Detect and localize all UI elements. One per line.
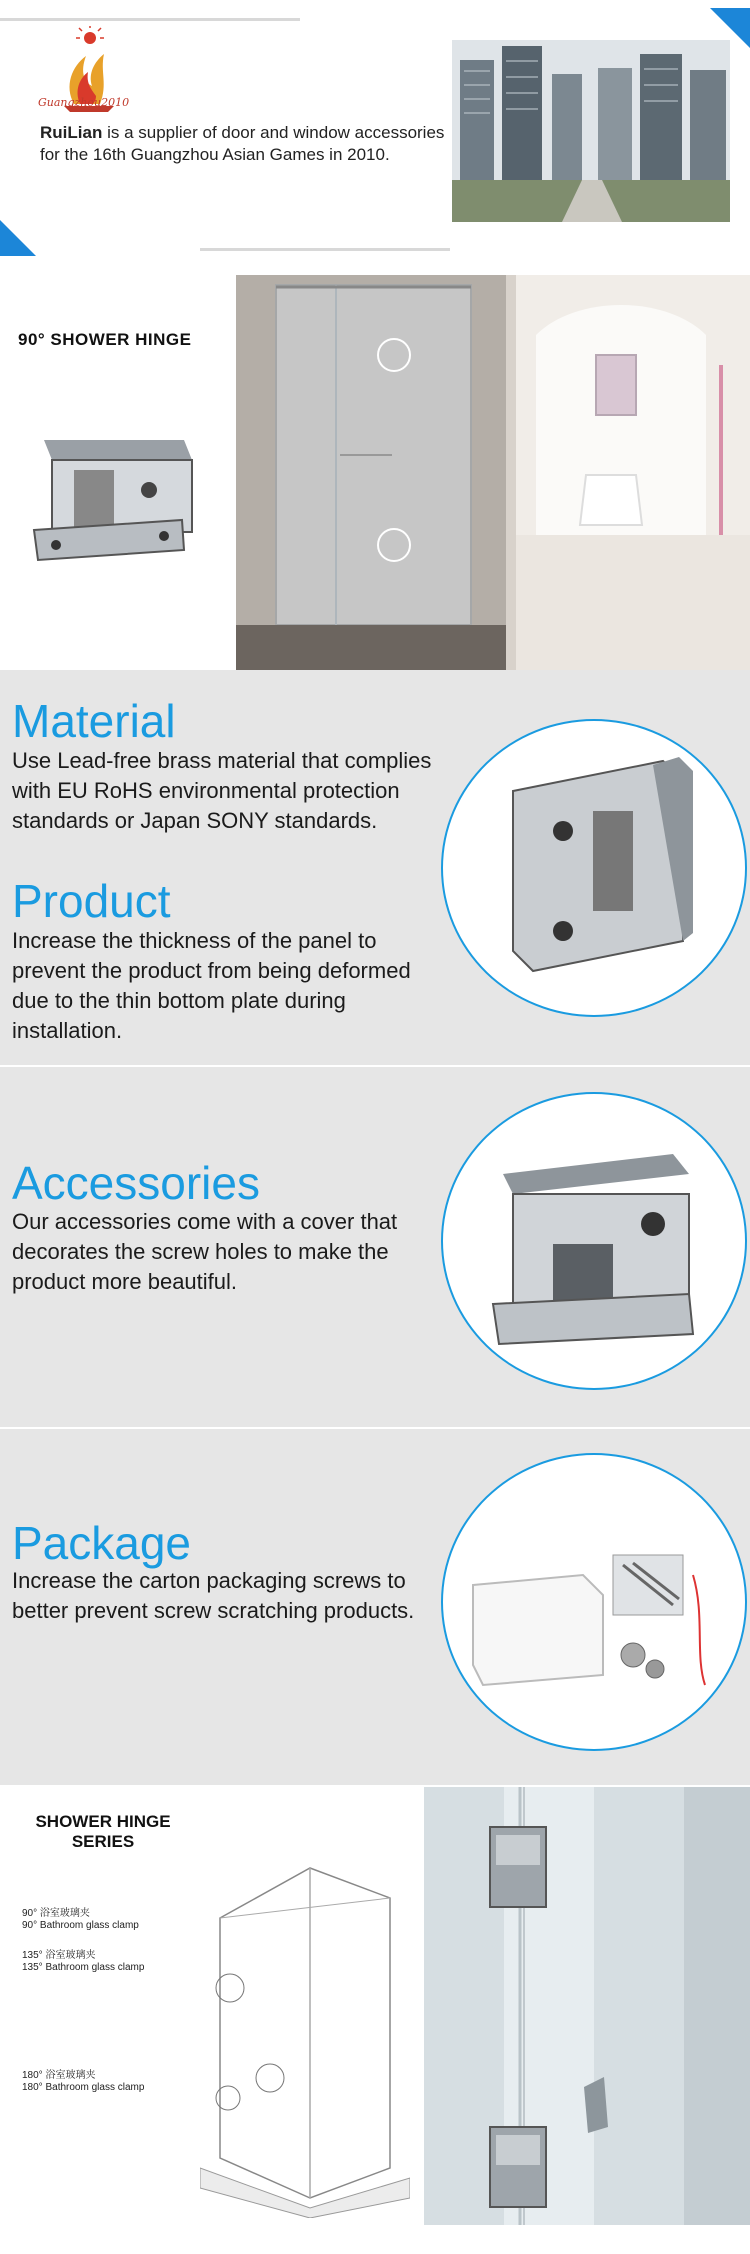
hinge-circle-image-2	[441, 1092, 747, 1390]
material-body: Use Lead-free brass material that complies with EU RoHS environmental protection standards or Japan SONY standards.	[12, 748, 432, 833]
hinge-open-icon	[443, 721, 745, 1015]
shower-room-photo	[236, 275, 750, 670]
material-heading: Material	[12, 695, 176, 747]
accessories-body: Our accessories come with a cover that decorates the screw holes to make the product more beautiful.	[12, 1209, 398, 1294]
product-body: Increase the thickness of the panel to prevent the product from being deformed due to the thin bottom plate during installation.	[12, 928, 411, 1043]
series-label-180-en: 180° Bathroom glass clamp	[22, 2082, 145, 2093]
accessories-heading: Accessories	[12, 1157, 260, 1209]
series-label-90-cn: 90° 浴室玻璃夹	[22, 1908, 90, 1919]
shower-hinge-title: 90° SHOWER HINGE	[18, 330, 192, 349]
city-skyline-image	[452, 40, 730, 222]
intro-text	[40, 122, 450, 166]
package-box-icon	[443, 1455, 745, 1749]
series-label-135-en: 135° Bathroom glass clamp	[22, 1962, 145, 1973]
series-label-90-en: 90° Bathroom glass clamp	[22, 1920, 139, 1931]
package-body: Increase the carton packaging screws to better prevent screw scratching products.	[12, 1568, 415, 1623]
hinge-circle-image-1	[441, 719, 747, 1017]
package-circle-image	[441, 1453, 747, 1751]
series-label-180-cn: 180° 浴室玻璃夹	[22, 2070, 96, 2081]
hinge-closed-icon	[443, 1094, 745, 1388]
corner-triangle-bottom-left	[0, 220, 36, 256]
hinge-product-image	[14, 400, 204, 565]
series-label-180	[22, 2070, 144, 2094]
series-label-135-cn: 135° 浴室玻璃夹	[22, 1950, 96, 1961]
glass-door-hinge-photo	[424, 1787, 750, 2225]
logo-caption: Guangzhou2010	[38, 96, 130, 109]
intro-brand: RuiLian	[40, 123, 103, 142]
intro-body: is a supplier of door and window accessories for the 16th Guangzhou Asian Games in 2010.	[40, 123, 445, 164]
product-heading: Product	[12, 875, 171, 927]
header-top-rule	[0, 18, 300, 21]
series-label-135	[22, 1950, 144, 1974]
shower-enclosure-diagram	[200, 1838, 410, 2218]
series-label-90	[22, 1908, 139, 1932]
series-title: SHOWER HINGE SERIES	[35, 1812, 171, 1851]
header-bottom-rule	[200, 248, 450, 251]
package-heading: Package	[12, 1517, 192, 1569]
